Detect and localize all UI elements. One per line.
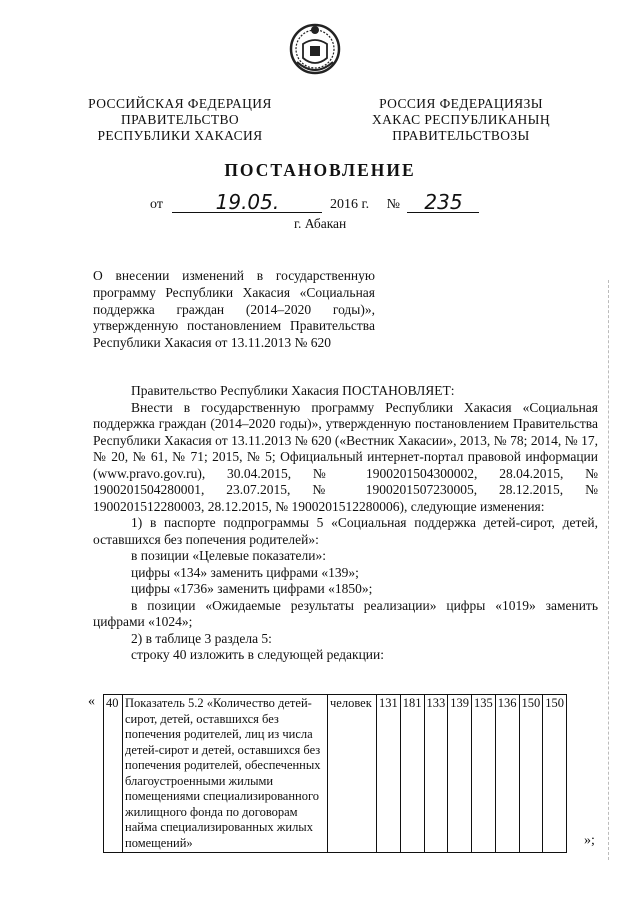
value-cell: 131 [377,695,401,853]
header-right-line-1: РОССИЯ ФЕДЕРАЦИЯЗЫ [379,96,543,111]
header-right-line-3: ПРАВИТЕЛЬСТВОЗЫ [392,128,530,143]
document-body [93,383,598,664]
header-right [371,96,551,144]
value-cell: 136 [495,695,519,853]
dateline [150,190,479,214]
indicator-text: Показатель 5.2 «Количество детей-сирот, детей, оставшихся без попечения родителей, лиц из числа детей-сирот и детей, оставшихся без попечения родителей, обеспеченных благоустроенными жилыми помещениями специализированного жилищного фонда по договорам найма специализированных жилых помещений» [123,695,328,853]
value-cell: 181 [400,695,424,853]
value-cell: 133 [424,695,448,853]
paragraph-7: в позиции «Ожидаемые результаты реализации» цифры «1019» заменить цифрами «1024»; [93,597,598,629]
handwritten-date: 19.05. [172,193,322,213]
paragraph-4: в позиции «Целевые показатели»: [131,548,327,563]
table-row [104,695,567,853]
paragraph-6: цифры «1736» заменить цифрами «1850»; [131,581,373,596]
paragraph-9: строку 40 изложить в следующей редакции: [131,647,385,662]
value-cell: 150 [543,695,567,853]
paragraph-5: цифры «134» заменить цифрами «139»; [131,564,359,580]
value-cell: 139 [448,695,472,853]
value-cell: 135 [472,695,496,853]
header-left-line-1: РОССИЙСКАЯ ФЕДЕРАЦИЯ [88,96,272,111]
city: г. Абакан [294,216,347,231]
header-left-line-3: РЕСПУБЛИКИ ХАКАСИЯ [97,128,263,143]
header-right-line-2: ХАКАС РЕСПУБЛИКАНЫҢ [372,112,550,127]
value-cell: 150 [519,695,543,853]
program-table [103,694,567,853]
header-left [88,96,272,144]
scan-margin-line [608,280,609,860]
paragraph-3: 1) в паспорте подпрограммы 5 «Социальная поддержка детей-сирот, детей, оставшихся без попечения родителей»: [93,515,598,547]
paragraph-2: Внести в государственную программу Республики Хакасия «Социальная поддержка граждан (2014–2020 годы)», утвержденную постановлением Правительства Республики Хакасия от 13.11.2013 № 620 («Вестник Хакасии», 2013, № 78; 2014, № 17, № 20, № 61, № 71; 2015, № 5; Официальный интернет-портал правовой информации (www.pravo.gov.ru), 30.04.2015, № 1900201504300002, 28.04.2015, № 1900201504280001, 23.07.2015, № 1900201507230005, 28.12.2015, № 1900201512280003, 28.12.2015, № 1900201512280006), следующие изменения: [93,399,598,514]
paragraph-1: Правительство Республики Хакасия ПОСТАНОВЛЯЕТ: [131,383,455,398]
coat-of-arms-emblem [289,22,341,76]
date-year: 2016 г. [329,197,370,212]
date-prefix: от [150,197,163,212]
header-left-line-2: ПРАВИТЕЛЬСТВО [120,112,240,127]
row-number: 40 [104,695,123,853]
unit-cell: человек [328,695,377,853]
subject-title: О внесении изменений в государственную программу Республики Хакасия «Социальная поддержка граждан (2014–2020 годы)», утвержденную постановлением Правительства Республики Хакасия от 13.11.2013 № 620 [93,268,375,351]
document-title: ПОСТАНОВЛЕНИЕ [224,160,416,180]
paragraph-8: 2) в таблице 3 раздела 5: [131,630,272,646]
quote-close: »; [584,833,595,848]
quote-open: « [88,694,95,709]
number-sign: № [386,197,400,212]
handwritten-number: 235 [407,193,479,213]
